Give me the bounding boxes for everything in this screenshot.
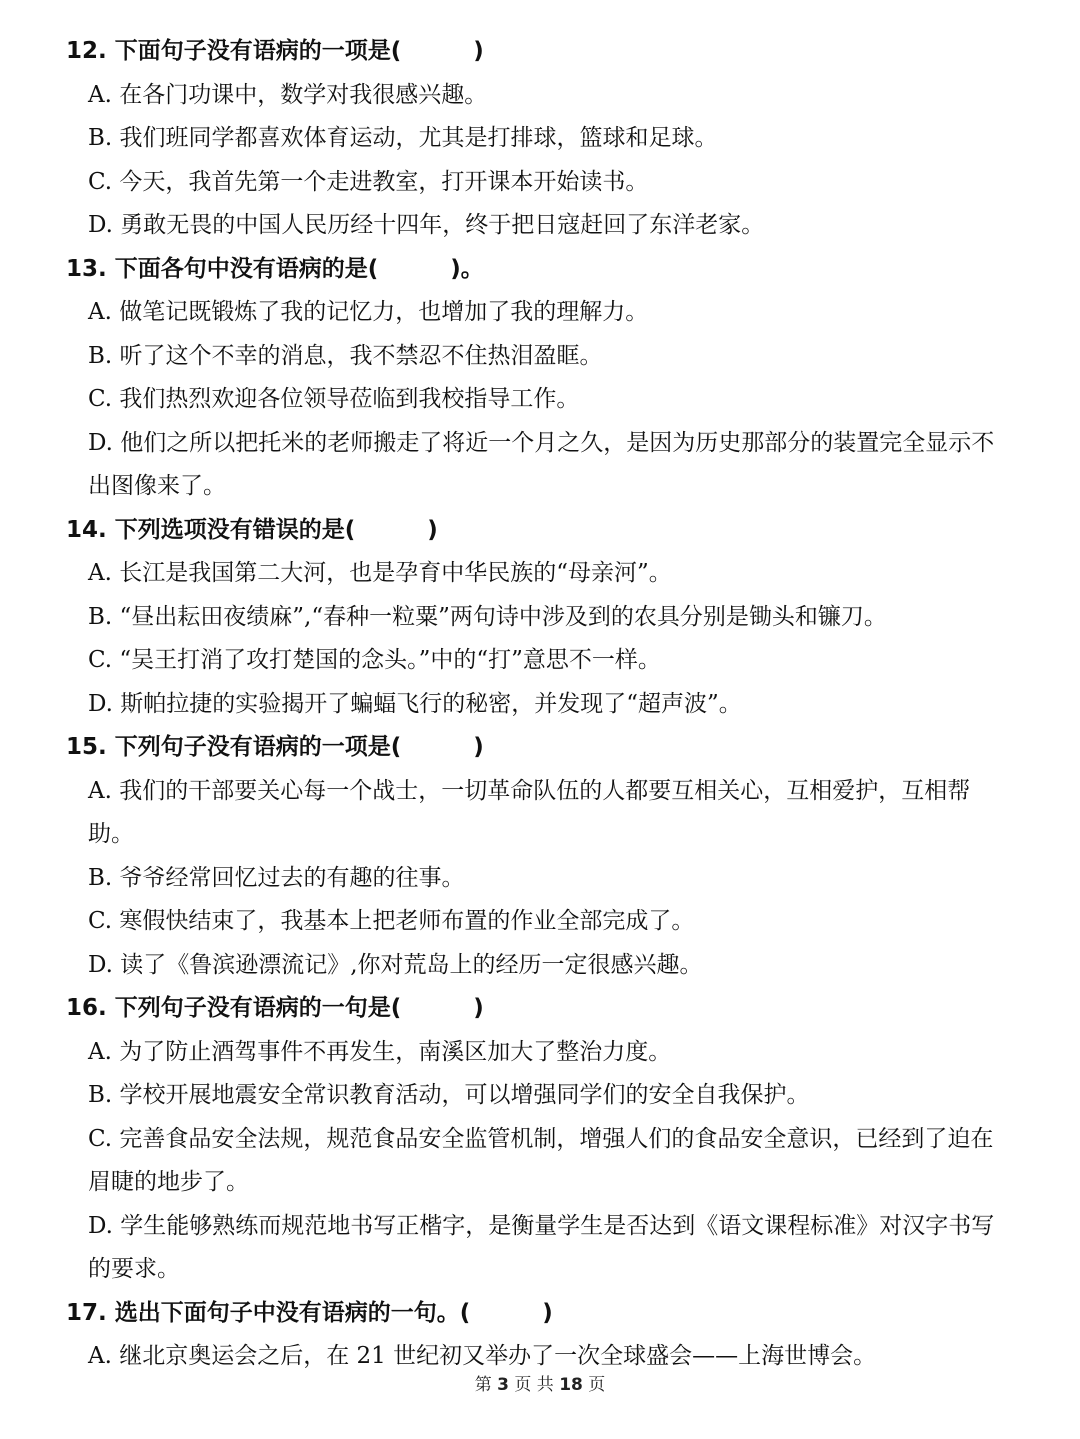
option-a: A. 长江是我国第二大河，也是孕育中华民族的“母亲河”。 xyxy=(88,560,672,586)
option-c: C. 寒假快结束了，我基本上把老师布置的作业全部完成了。 xyxy=(88,908,695,934)
question-title: 16. 下列句子没有语病的一句是( ) xyxy=(66,995,484,1021)
question-title: 15. 下列句子没有语病的一项是( ) xyxy=(66,734,484,760)
option-b: B. 听了这个不幸的消息，我不禁忍不住热泪盈眶。 xyxy=(88,342,603,369)
option-d: D. 斯帕拉捷的实验揭开了蝙蝠飞行的秘密，并发现了“超声波”。 xyxy=(88,690,742,717)
option-a: A. 继北京奥运会之后，在 21 世纪初又举办了一次全球盛会——上海世博会。 xyxy=(88,1343,877,1369)
question-12 xyxy=(66,30,1016,248)
option-c: C. 完善食品安全法规，规范食品安全监管机制，增强人们的食品安全意识，已经到了迫在眉睫的地步了。 xyxy=(88,1125,994,1195)
total-pages-number: 18 xyxy=(559,1375,583,1395)
option-c: C. “吴王打消了攻打楚国的念头。”中的“打”意思不一样。 xyxy=(88,647,661,673)
question-15 xyxy=(66,726,1016,987)
option-d: D. 勇敢无畏的中国人民历经十四年，终于把日寇赶回了东洋老家。 xyxy=(88,212,765,238)
question-title: 13. 下面各句中没有语病的是( )。 xyxy=(66,255,484,282)
option-d: D. 他们之所以把托米的老师搬走了将近一个月之久，是因为历史那部分的装置完全显示不出图像来了。 xyxy=(88,429,995,499)
current-page-number: 3 xyxy=(497,1375,509,1395)
question-14 xyxy=(66,509,1016,727)
question-13 xyxy=(66,248,1016,509)
option-a: A. 为了防止酒驾事件不再发生，南溪区加大了整治力度。 xyxy=(88,1038,672,1065)
option-a: A. 做笔记既锻炼了我的记忆力，也增加了我的理解力。 xyxy=(88,299,649,325)
question-17 xyxy=(66,1292,1016,1379)
question-title: 17. 选出下面句子中没有语病的一句。( ) xyxy=(66,1299,553,1326)
question-title: 12. 下面句子没有语病的一项是( ) xyxy=(66,38,484,64)
question-16 xyxy=(66,987,1016,1292)
option-a: A. 我们的干部要关心每一个战士，一切革命队伍的人都要互相关心，互相爱护，互相帮助。 xyxy=(88,777,971,847)
page-footer: 第 3 页 共 18 页 xyxy=(474,1375,606,1395)
question-title: 14. 下列选项没有错误的是( ) xyxy=(66,516,438,543)
option-a: A. 在各门功课中，数学对我很感兴趣。 xyxy=(88,81,488,108)
option-c: C. 我们热烈欢迎各位领导莅临到我校指导工作。 xyxy=(88,386,580,412)
option-b: B. “昼出耘田夜绩麻”,“春种一粒粟”两句诗中涉及到的农具分别是锄头和镰刀。 xyxy=(88,603,887,630)
option-b: B. 我们班同学都喜欢体育运动，尤其是打排球，篮球和足球。 xyxy=(88,125,718,151)
option-b: B. 爷爷经常回忆过去的有趣的往事。 xyxy=(88,864,465,891)
option-d: D. 学生能够熟练而规范地书写正楷字，是衡量学生是否达到《语文课程标准》对汉字书写的要求。 xyxy=(88,1212,995,1282)
option-b: B. 学校开展地震安全常识教育活动，可以增强同学们的安全自我保护。 xyxy=(88,1082,810,1108)
option-d: D. 读了《鲁滨逊漂流记》,你对荒岛上的经历一定很感兴趣。 xyxy=(88,951,703,978)
option-c: C. 今天，我首先第一个走进教室，打开课本开始读书。 xyxy=(88,168,649,195)
